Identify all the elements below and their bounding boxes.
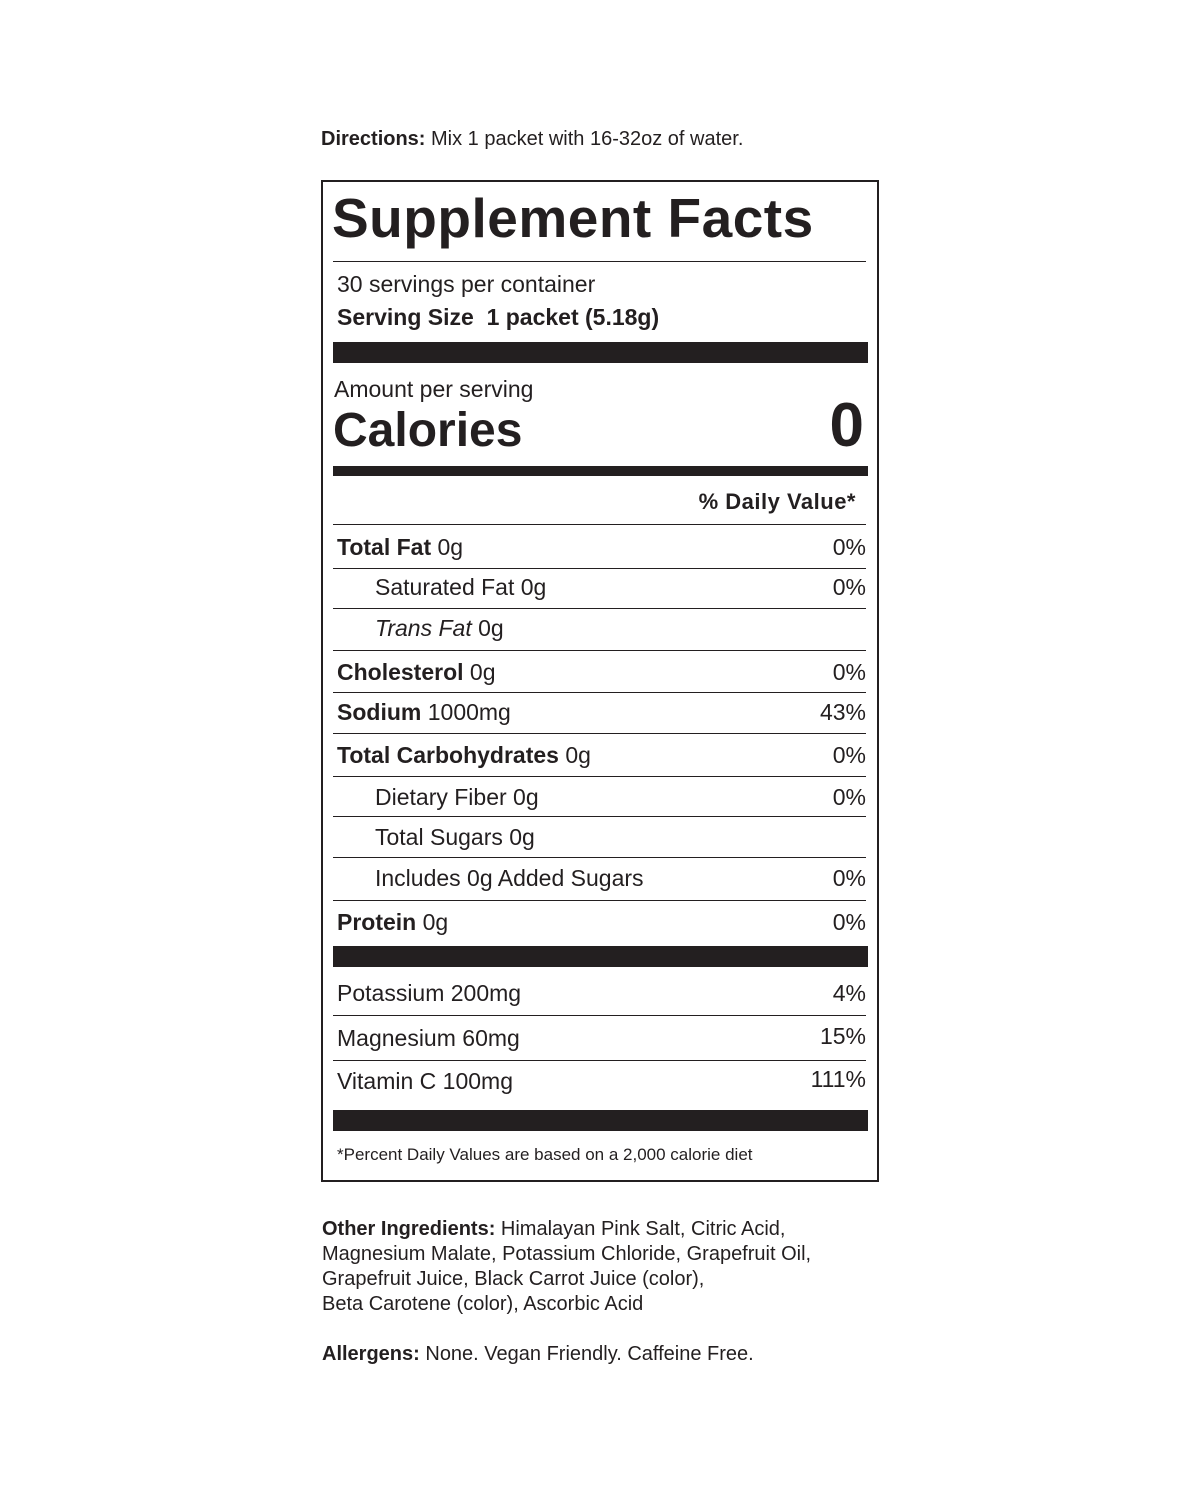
nutrient-row-label	[337, 534, 463, 560]
nutrient-amount: 0g	[558, 742, 591, 768]
daily-value: 111%	[810, 1066, 866, 1092]
thick-divider	[333, 946, 868, 967]
calories-value: 0	[829, 391, 864, 460]
nutrient-amount: 0g	[471, 615, 504, 641]
daily-value: 4%	[832, 980, 866, 1006]
daily-value: 43%	[819, 699, 866, 725]
allergens-label: Allergens:	[322, 1343, 420, 1365]
daily-value: 0%	[832, 909, 866, 935]
nutrient-row-label	[337, 659, 496, 685]
calories-label: Calories	[333, 404, 523, 457]
nutrient-name: Trans Fat	[375, 615, 472, 641]
panel-title: Supplement Facts	[332, 187, 814, 249]
divider	[333, 568, 866, 569]
medium-divider	[333, 466, 868, 476]
daily-value: 0%	[832, 574, 866, 600]
nutrient-amount: 0g	[431, 534, 464, 560]
ingredients-line: Magnesium Malate, Potassium Chloride, Grapefruit Oil,	[322, 1243, 812, 1265]
daily-value-header: % Daily Value*	[698, 489, 856, 514]
nutrient-amount: 0g	[416, 909, 449, 935]
ingredients-line: Himalayan Pink Salt, Citric Acid,	[495, 1218, 786, 1240]
daily-value: 0%	[832, 534, 866, 560]
nutrient-amount: 0g	[463, 659, 496, 685]
nutrient-row-label	[375, 784, 539, 810]
thick-divider	[333, 1110, 868, 1131]
nutrient-name: Protein	[337, 909, 417, 935]
divider	[333, 1015, 866, 1016]
allergens-text: None. Vegan Friendly. Caffeine Free.	[419, 1343, 754, 1365]
daily-value: 0%	[832, 784, 866, 810]
nutrient-row-label	[375, 824, 535, 850]
nutrient-row-label	[375, 574, 546, 600]
divider	[333, 816, 866, 817]
allergens	[322, 1342, 754, 1367]
nutrient-amount: 1000mg	[421, 699, 511, 725]
divider	[333, 261, 866, 262]
nutrient-name: Total Carbohydrates	[337, 742, 559, 768]
nutrient-name: Total Fat	[337, 534, 432, 560]
daily-value: 0%	[832, 865, 866, 891]
nutrient-row-label	[337, 699, 511, 725]
nutrient-name: Cholesterol	[337, 659, 464, 685]
nutrient-row-label	[375, 615, 504, 641]
divider	[333, 1060, 866, 1061]
nutrient-row-label	[337, 742, 591, 768]
nutrient-row-label	[337, 909, 448, 935]
serving-size	[337, 304, 659, 331]
divider	[333, 650, 866, 651]
ingredients-line: Grapefruit Juice, Black Carrot Juice (color),	[322, 1268, 705, 1290]
servings-per-container: 30 servings per container	[337, 271, 596, 297]
directions-text: Mix 1 packet with 16-32oz of water.	[425, 128, 744, 150]
mineral-label: Magnesium 60mg	[337, 1025, 520, 1051]
mineral-label: Potassium 200mg	[337, 980, 522, 1006]
nutrient-amount: Total Sugars 0g	[375, 824, 535, 850]
daily-value: 0%	[832, 742, 866, 768]
nutrient-row-label	[375, 865, 644, 891]
divider	[333, 733, 866, 734]
footnote: *Percent Daily Values are based on a 2,000 calorie diet	[337, 1145, 753, 1164]
divider	[333, 524, 866, 525]
thick-divider	[333, 342, 868, 363]
nutrient-amount: Dietary Fiber 0g	[375, 784, 539, 810]
nutrient-name: Sodium	[337, 699, 422, 725]
other-ingredients	[322, 1217, 811, 1317]
divider	[333, 900, 866, 901]
mineral-label: Vitamin C 100mg	[337, 1068, 513, 1094]
daily-value: 0%	[832, 659, 866, 685]
nutrient-amount: Saturated Fat 0g	[375, 574, 547, 600]
daily-value: 15%	[819, 1023, 866, 1049]
serving-size-value: 1 packet (5.18g)	[486, 304, 660, 330]
directions	[321, 127, 743, 152]
amount-per-serving: Amount per serving	[334, 376, 534, 402]
directions-label: Directions:	[321, 128, 426, 150]
serving-size-label: Serving Size	[337, 304, 474, 330]
ingredients-line: Beta Carotene (color), Ascorbic Acid	[322, 1293, 644, 1315]
other-ingredients-label: Other Ingredients:	[322, 1218, 496, 1240]
divider	[333, 692, 866, 693]
divider	[333, 608, 866, 609]
nutrient-amount: Includes 0g Added Sugars	[375, 865, 644, 891]
divider	[333, 857, 866, 858]
divider	[333, 776, 866, 777]
